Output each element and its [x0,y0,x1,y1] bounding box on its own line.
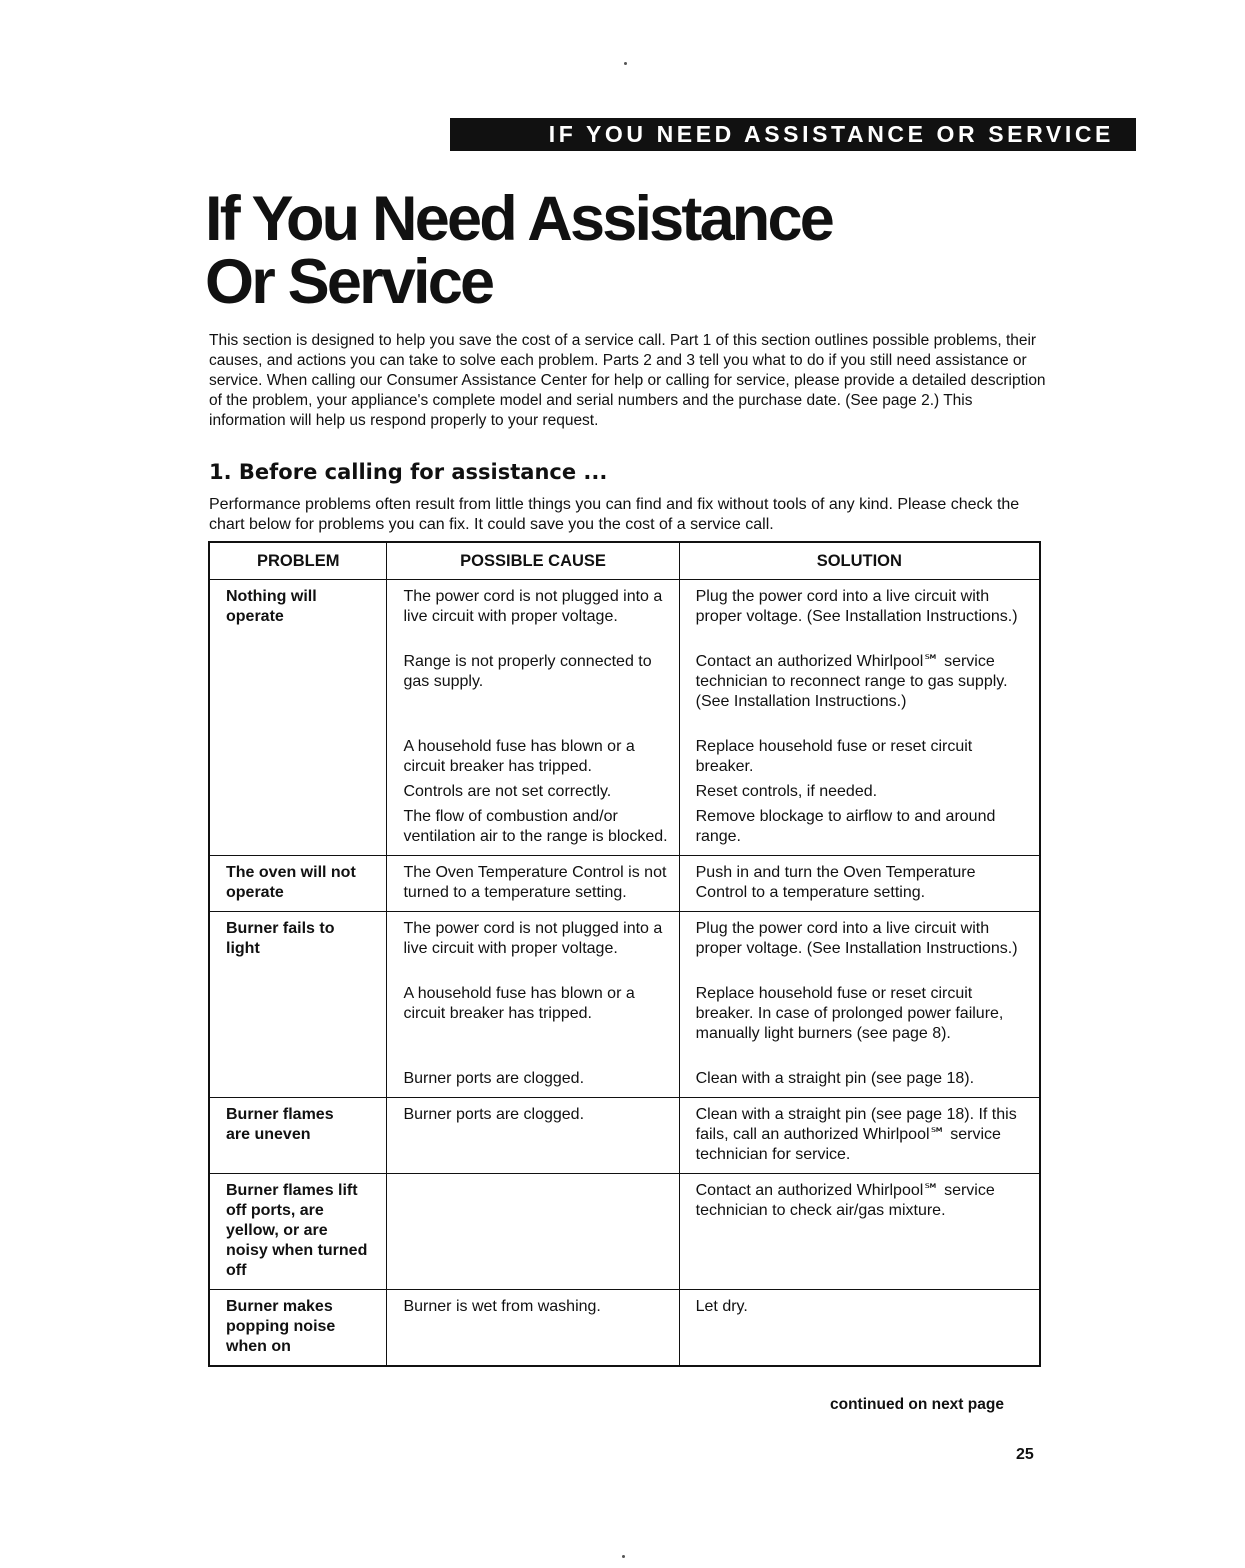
solution-entry: Plug the power cord into a live circuit with proper voltage. (See Installation Instructions.) [695,588,1018,625]
solution-entry: Push in and turn the Oven Temperature Control to a temperature setting. [695,864,976,901]
cause-entry: The power cord is not plugged into a live circuit with proper voltage. [403,920,663,957]
table-row [209,1174,1040,1290]
solution-entry: Clean with a straight pin (see page 18). If this fails, call an authorized Whirlpool℠ service technician for service. [695,1106,1017,1163]
cause-entry: The power cord is not plugged into a live circuit with proper voltage. [403,588,663,625]
solution-entry: Let dry. [695,1298,748,1315]
solution-entry: Contact an authorized Whirlpool℠ service technician to check air/gas mixture. [695,1182,995,1219]
column-header-problem: PROBLEM [209,542,387,580]
cause-entry: Controls are not set correctly. [403,783,612,800]
table-row [209,580,1040,856]
problem-text: Nothing will operate [226,588,317,625]
section-intro-paragraph: Performance problems often result from little things you can find and fix without tools of any kind. Please check the chart below for problems you can fix. It could save you the cost of a service call. [209,496,1020,533]
problem-cell [209,1098,387,1174]
cause-entry: A household fuse has blown or a circuit breaker has tripped. [403,738,635,775]
table-row [209,1290,1040,1367]
cause-entry: Burner ports are clogged. [403,1070,585,1087]
cause-entry: The flow of combustion and/or ventilation air to the range is blocked. [403,808,668,845]
page-number: 25 [1016,1446,1034,1463]
table-row [209,856,1040,912]
intro-paragraph: This section is designed to help you save the cost of a service call. Part 1 of this section outlines possible problems, their causes, and actions you can take to solve each problem. Parts 2 and 3 tell you what to do if you still need assistance or service. When calling our Consumer Assistance Center for help or calling for service, please provide a detailed description of the problem, your appliance's complete model and serial numbers and the purchase date. (See page 2.) This information will help us respond properly to your request. [209,332,1046,429]
solution-entry: Contact an authorized Whirlpool℠ service technician to reconnect range to gas supply. (See Installation Instructions.) [695,653,1008,710]
cause-entry: The Oven Temperature Control is not turned to a temperature setting. [403,864,667,901]
solution-entry: Replace household fuse or reset circuit breaker. [695,738,973,775]
problem-cell [209,580,387,856]
cause-cell [387,856,679,912]
solution-entry: Remove blockage to airflow to and around range. [695,808,996,845]
table-row [209,1098,1040,1174]
cause-entry: Burner is wet from washing. [403,1298,601,1315]
page-title-line-1: If You Need Assistance [205,184,832,254]
problem-text: Burner makes popping noise when on [226,1298,336,1355]
solution-entry: Reset controls, if needed. [695,783,878,800]
table-header-row [209,542,1040,580]
problem-text: The oven will not operate [226,864,356,901]
solution-entry: Replace household fuse or reset circuit breaker. In case of prolonged power failure, manually light burners (see page 8). [695,985,1004,1042]
section-heading: 1. Before calling for assistance ... [209,460,608,484]
solution-entry: Plug the power cord into a live circuit with proper voltage. (See Installation Instructions.) [695,920,1018,957]
problem-text: Burner flames lift off ports, are yellow, or are noisy when turned off [226,1182,368,1279]
table-row [209,912,1040,1098]
continued-note: continued on next page [830,1396,1004,1413]
scan-speck [624,62,627,65]
page-title [205,184,832,317]
problem-cell [209,856,387,912]
solution-cell [679,1174,1040,1290]
solution-cell [679,580,1040,856]
solution-cell [679,1098,1040,1174]
problem-cell [209,1174,387,1290]
column-header-solution: SOLUTION [679,542,1040,580]
cause-cell [387,1098,679,1174]
solution-cell [679,1290,1040,1367]
problem-text: Burner flames are uneven [226,1106,334,1143]
column-header-possible-cause: POSSIBLE CAUSE [387,542,679,580]
page-title-line-2: Or Service [205,247,493,317]
cause-entry: A household fuse has blown or a circuit breaker has tripped. [403,985,635,1022]
scan-speck [622,1555,625,1558]
cause-cell [387,580,679,856]
cause-cell [387,1174,679,1290]
solution-entry: Clean with a straight pin (see page 18). [695,1070,975,1087]
section-banner: IF YOU NEED ASSISTANCE OR SERVICE [450,118,1136,151]
troubleshooting-table [208,541,1041,1367]
solution-cell [679,856,1040,912]
problem-text: Burner fails to light [226,920,335,957]
problem-cell [209,1290,387,1367]
problem-cell [209,912,387,1098]
solution-cell [679,912,1040,1098]
cause-cell [387,912,679,1098]
cause-entry: Burner ports are clogged. [403,1106,585,1123]
cause-entry: Range is not properly connected to gas supply. [403,653,652,690]
cause-cell [387,1290,679,1367]
